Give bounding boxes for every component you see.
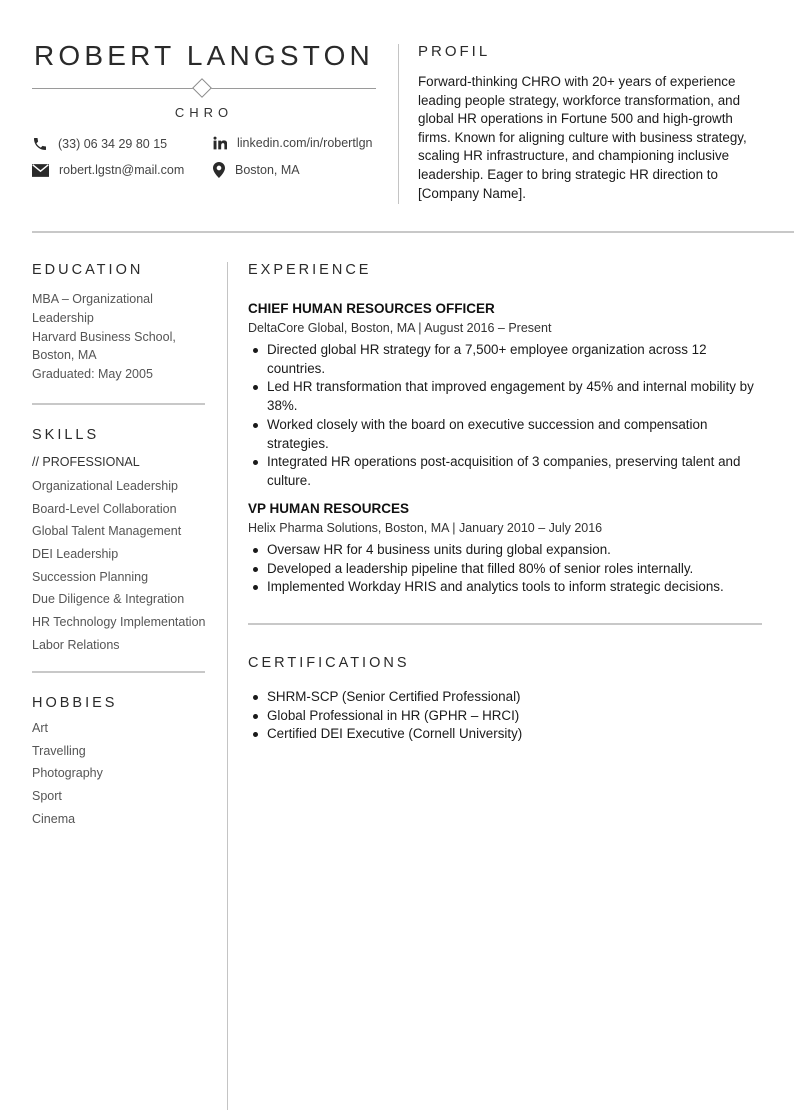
certification-item: Certified DEI Executive (Cornell University)	[248, 725, 763, 744]
experience-heading: EXPERIENCE	[248, 262, 372, 278]
job-bullet: Directed global HR strategy for a 7,500+ employee organization across 12 countries.	[248, 341, 763, 378]
job-bullets-1	[248, 341, 763, 491]
job-title-2: VP HUMAN RESOURCES	[248, 501, 410, 516]
skill-item: Succession Planning	[32, 569, 149, 584]
job-bullets-2	[248, 541, 763, 597]
certification-item: Global Professional in HR (GPHR – HRCI)	[248, 707, 763, 726]
phone-text: (33) 06 34 29 80 15	[58, 137, 168, 151]
certification-item: SHRM-SCP (Senior Certified Professional)	[248, 688, 763, 707]
contact-location	[213, 162, 300, 178]
skill-item: DEI Leadership	[32, 547, 119, 562]
hobby-item: Sport	[32, 789, 62, 804]
skills-list	[32, 478, 205, 660]
contact-phone	[32, 136, 167, 152]
job-title: CHRO	[174, 105, 234, 120]
skill-item: HR Technology Implementation	[32, 615, 206, 630]
contact-linkedin	[213, 136, 373, 150]
hobbies-list	[32, 720, 103, 833]
job-bullet: Led HR transformation that improved engagement by 45% and internal mobility by 38%.	[248, 378, 763, 415]
skills-subheading: // PROFESSIONAL	[32, 455, 140, 469]
education-block	[32, 290, 212, 384]
skill-item: Due Diligence & Integration	[32, 592, 185, 607]
profile-heading: PROFIL	[418, 43, 491, 60]
school-line: Harvard Business School,	[32, 329, 176, 344]
degree-line: Leadership	[32, 310, 94, 325]
skills-separator	[32, 671, 205, 673]
linkedin-text: linkedin.com/in/robertlgn	[237, 136, 373, 150]
envelope-icon	[32, 164, 49, 177]
job-bullet: Integrated HR operations post-acquisition of 3 companies, preserving talent and culture.	[248, 453, 763, 490]
certifications-list	[248, 688, 763, 744]
skill-item: Labor Relations	[32, 637, 120, 652]
job-meta-2: Helix Pharma Solutions, Boston, MA | January 2010 – July 2016	[248, 521, 603, 535]
education-separator	[32, 403, 205, 405]
experience-separator	[248, 623, 762, 625]
school-line: Boston, MA	[32, 348, 97, 363]
linkedin-icon	[213, 136, 227, 150]
job-bullet: Developed a leadership pipeline that filled 80% of senior roles internally.	[248, 560, 763, 579]
profile-summary: Forward-thinking CHRO with 20+ years of experience leading people strategy, workforce transformation, and global HR operations in Fortune 500 and high-growth firms. Known for aligning culture with business strategy, scaling HR infrastructure, and championing inclusive leadership. Eager to bring strategic HR direction to [Company Name].	[418, 74, 747, 201]
skills-heading: SKILLS	[32, 427, 100, 443]
header-divider	[398, 44, 399, 204]
hobbies-heading: HOBBIES	[32, 695, 118, 711]
education-heading: EDUCATION	[32, 262, 144, 278]
diamond-ornament	[192, 78, 212, 98]
contact-email	[32, 163, 184, 177]
map-pin-icon	[213, 162, 225, 178]
job-meta-1: DeltaCore Global, Boston, MA | August 2016 – Present	[248, 321, 552, 335]
column-divider	[227, 262, 228, 1110]
job-title-1: CHIEF HUMAN RESOURCES OFFICER	[248, 301, 495, 316]
job-bullet: Implemented Workday HRIS and analytics tools to inform strategic decisions.	[248, 578, 763, 597]
graduation-date: Graduated: May 2005	[32, 367, 153, 382]
hobby-item: Travelling	[32, 743, 86, 758]
hobby-item: Cinema	[32, 811, 76, 826]
location-text: Boston, MA	[235, 163, 300, 177]
header-separator	[32, 231, 794, 233]
hobby-item: Photography	[32, 766, 103, 781]
candidate-name: ROBERT LANGSTON	[34, 40, 374, 71]
skill-item: Organizational Leadership	[32, 479, 178, 493]
degree-line: MBA – Organizational	[32, 292, 153, 306]
phone-icon	[32, 136, 48, 152]
hobby-item: Art	[32, 721, 48, 735]
skill-item: Global Talent Management	[32, 524, 182, 539]
certifications-heading: CERTIFICATIONS	[248, 655, 410, 671]
job-bullet: Oversaw HR for 4 business units during global expansion.	[248, 541, 763, 560]
job-bullet: Worked closely with the board on executive succession and compensation strategies.	[248, 416, 763, 453]
email-text: robert.lgstn@mail.com	[59, 163, 185, 177]
skill-item: Board-Level Collaboration	[32, 501, 177, 516]
